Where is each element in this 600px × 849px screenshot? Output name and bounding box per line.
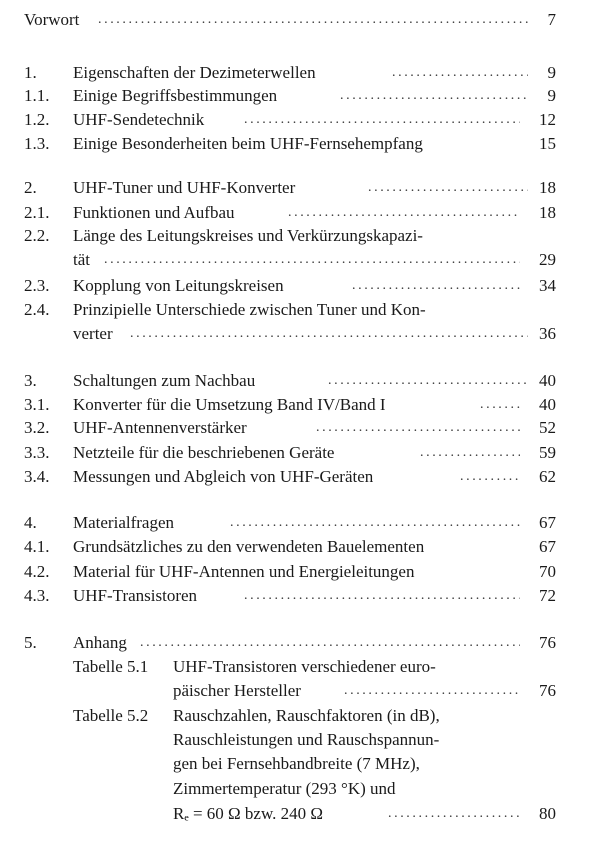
toc-page-number: 59	[539, 443, 556, 462]
section-number: 4.2.	[24, 562, 50, 581]
section-title: Konverter für die Umsetzung Band IV/Band I	[73, 395, 386, 414]
section-number: 2.2.	[24, 226, 50, 245]
toc-table-5-2-line-3	[0, 752, 600, 776]
chapter-title: UHF-Tuner und UHF-Konverter	[73, 178, 296, 197]
toc-page-number: 52	[539, 418, 556, 437]
section-number: 1.1.	[24, 86, 50, 105]
leader-dots	[340, 84, 528, 108]
section-title: Material für UHF-Antennen und Energieleitungen	[73, 562, 415, 581]
toc-page-number: 67	[539, 513, 556, 532]
chapter-title: Eigenschaften der Dezimeterwellen	[73, 63, 316, 82]
toc-page-number: 40	[539, 371, 556, 390]
section-title: Einige Begriffsbestimmungen	[73, 86, 278, 105]
toc-table-5-2-line-2	[0, 728, 600, 752]
toc-table-5-2-line-5	[0, 802, 600, 826]
table-label: Tabelle 5.2	[73, 706, 149, 725]
section-number: 4.1.	[24, 537, 50, 556]
chapter-number: 4.	[24, 513, 37, 532]
chapter-title: Anhang	[73, 633, 127, 652]
toc-chapter-3	[0, 369, 600, 393]
toc-page-number: 7	[547, 10, 556, 29]
chapter-number: 2.	[24, 178, 37, 197]
chapter-title: Schaltungen zum Nachbau	[73, 371, 256, 390]
toc-section-1-1	[0, 84, 600, 108]
section-number: 3.2.	[24, 418, 50, 437]
section-title: UHF-Sendetechnik	[73, 110, 205, 129]
section-title-line-1: Länge des Leitungskreises und Verkürzungskapazi-	[73, 226, 423, 245]
leader-dots	[480, 393, 520, 417]
chapter-title: Materialfragen	[73, 513, 174, 532]
toc-chapter-4	[0, 511, 600, 535]
table-title-line-4: Zimmertemperatur (293 °K) und	[173, 779, 396, 798]
leader-dots	[344, 679, 520, 703]
section-number: 2.1.	[24, 203, 50, 222]
toc-chapter-1	[0, 61, 600, 85]
chapter-number: 3.	[24, 371, 37, 390]
leader-dots	[352, 274, 520, 298]
section-title: UHF-Antennenverstärker	[73, 418, 247, 437]
leader-dots	[368, 176, 528, 200]
section-title: UHF-Transistoren	[73, 586, 198, 605]
toc-page-number: 34	[539, 276, 556, 295]
toc-section-4-2	[0, 560, 600, 584]
toc-section-2-2	[0, 224, 600, 248]
chapter-number: 5.	[24, 633, 37, 652]
section-number: 3.4.	[24, 467, 50, 486]
leader-dots	[288, 201, 520, 225]
section-title: Netzteile für die beschriebenen Geräte	[73, 443, 335, 462]
leader-dots	[104, 248, 520, 272]
section-number: 4.3.	[24, 586, 50, 605]
section-title: Kopplung von Leitungskreisen	[73, 276, 284, 295]
toc-section-3-1	[0, 393, 600, 417]
leader-dots	[392, 61, 528, 85]
toc-page-number: 12	[539, 110, 556, 129]
toc-entry-title: Vorwort	[24, 10, 80, 29]
toc-table-5-2-line-4	[0, 777, 600, 801]
toc-section-2-3	[0, 274, 600, 298]
toc-section-3-4	[0, 465, 600, 489]
toc-page-number: 40	[539, 395, 556, 414]
toc-chapter-2	[0, 176, 600, 200]
toc-section-1-3	[0, 132, 600, 156]
leader-dots	[460, 465, 520, 489]
toc-page-number: 76	[539, 633, 556, 652]
toc-page-number: 18	[539, 203, 556, 222]
leader-dots	[388, 802, 520, 826]
chapter-number: 1.	[24, 63, 37, 82]
toc-page-number: 9	[547, 86, 556, 105]
toc-table-5-1-continuation	[0, 679, 600, 703]
toc-entry-foreword	[0, 8, 600, 32]
toc-page-number: 18	[539, 178, 556, 197]
toc-section-2-1	[0, 201, 600, 225]
section-number: 1.3.	[24, 134, 50, 153]
toc-section-2-4-continuation	[0, 322, 600, 346]
section-title: Grundsätzliches zu den verwendeten Bauelementen	[73, 537, 425, 556]
leader-dots	[316, 416, 520, 440]
section-number: 1.2.	[24, 110, 50, 129]
leader-dots	[230, 511, 520, 535]
table-title-line-3: gen bei Fernsehbandbreite (7 MHz),	[173, 754, 420, 773]
section-number: 2.3.	[24, 276, 50, 295]
table-title-line-1: UHF-Transistoren verschiedener euro-	[173, 657, 436, 676]
toc-table-5-2	[0, 704, 600, 728]
leader-dots	[420, 441, 520, 465]
toc-page-number: 80	[539, 804, 556, 823]
table-title-line-2: Rauschleistungen und Rauschspannun-	[173, 730, 440, 749]
leader-dots	[140, 631, 520, 655]
section-number: 2.4.	[24, 300, 50, 319]
section-title-line-2: verter	[73, 324, 113, 343]
section-title-line-1: Prinzipielle Unterschiede zwischen Tuner und Kon-	[73, 300, 426, 319]
section-title: Einige Besonderheiten beim UHF-Fernsehempfang	[73, 134, 423, 153]
table-title-line-1: Rauschzahlen, Rauschfaktoren (in dB),	[173, 706, 440, 725]
leader-dots	[244, 108, 520, 132]
toc-page-number: 15	[539, 134, 556, 153]
table-label: Tabelle 5.1	[73, 657, 149, 676]
toc-page-number: 70	[539, 562, 556, 581]
toc-page-number: 36	[539, 324, 556, 343]
toc-page-number: 9	[547, 63, 556, 82]
toc-page-number: 62	[539, 467, 556, 486]
leader-dots	[130, 322, 528, 346]
toc-section-2-2-continuation	[0, 248, 600, 272]
toc-page-number: 72	[539, 586, 556, 605]
toc-section-4-3	[0, 584, 600, 608]
toc-section-3-3	[0, 441, 600, 465]
toc-page-number: 67	[539, 537, 556, 556]
table-title-line-5: Rₑ = 60 Ω bzw. 240 Ω	[173, 804, 324, 823]
toc-table-5-1	[0, 655, 600, 679]
section-title: Messungen und Abgleich von UHF-Geräten	[73, 467, 374, 486]
toc-page-number: 76	[539, 681, 556, 700]
toc-section-4-1	[0, 535, 600, 559]
toc-chapter-5	[0, 631, 600, 655]
toc-section-2-4	[0, 298, 600, 322]
leader-dots	[244, 584, 520, 608]
leader-dots	[98, 8, 528, 32]
toc-section-3-2	[0, 416, 600, 440]
toc-page-number: 29	[539, 250, 556, 269]
section-title-line-2: tät	[73, 250, 90, 269]
section-number: 3.3.	[24, 443, 50, 462]
toc-section-1-2	[0, 108, 600, 132]
section-title: Funktionen und Aufbau	[73, 203, 235, 222]
table-title-line-2: päischer Hersteller	[173, 681, 301, 700]
section-number: 3.1.	[24, 395, 50, 414]
leader-dots	[328, 369, 528, 393]
